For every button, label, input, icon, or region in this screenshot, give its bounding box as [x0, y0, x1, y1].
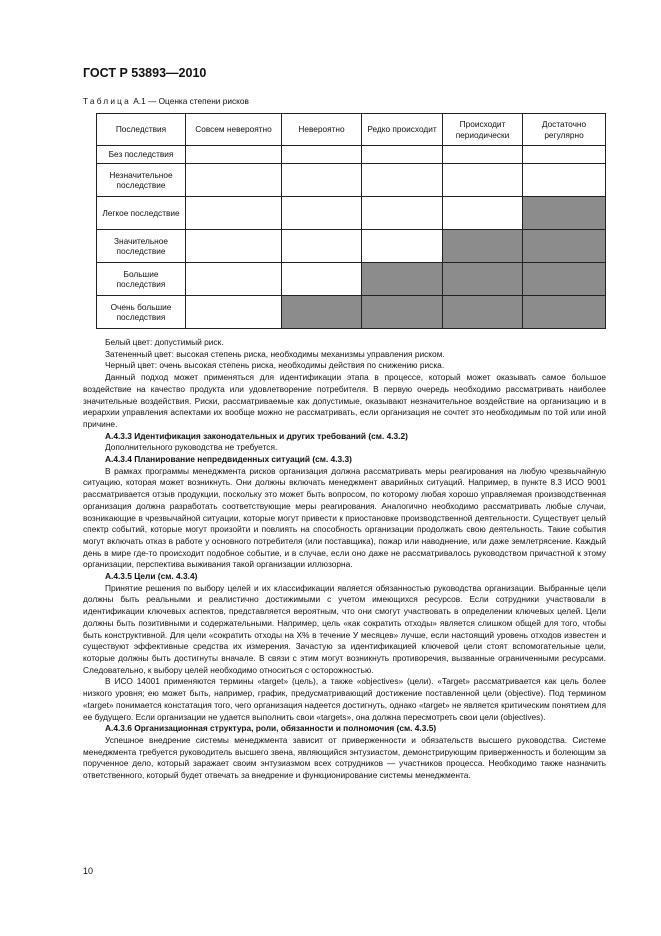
risk-cell-white [523, 164, 606, 197]
risk-cell-shaded [523, 296, 606, 329]
paragraph: Принятие решения по выбору целей и их классификации является обязанностью руководства организации. Выбранные цели должны быть реальными и реалистично достижимыми с учетом имеющихся ресурсов. Если сотрудники участвовали в идентификации ключевых аспектов, представляется вероятным, что они смогут участвовать в определении ключевых целей. Цели должны быть позитивными и содержательными. Например, цель «как сократить отходы» является слишком общей для того, чтобы быть конструктивной. Для цели «сократить отходы на X% в течение У месяцев» лучше, если настоящий уровень отходов известен и существуют эффективные средства их измерения. Зачастую за идентификацией ключевой цели стоят вспомогательные цели, которые должны быть достигнуты вначале. В связи с этим могут возникнуть противоречия, вызванные ограниченными ресурсами. Следовательно, к выбору целей необходимо относиться с осторожностью. [83, 582, 606, 675]
section-heading: А.4.3.3 Идентификация законодательных и других требований (см. 4.3.2) [105, 430, 408, 441]
paragraph: Дополнительного руководства не требуется. [105, 442, 278, 453]
risk-cell-white [186, 164, 282, 197]
page-number: 10 [83, 866, 94, 876]
row-label: Без последствия [97, 146, 186, 164]
table-body [97, 146, 606, 329]
risk-cell-white [282, 197, 362, 230]
column-header: Совсем невероятно [186, 114, 282, 146]
row-label: Значительное последствие [97, 230, 186, 263]
paragraph: В рамках программы менеджмента рисков организация должна рассматривать меры реагирования на любую чрезвычайную ситуацию, которая может возникнуть. Они должны включать менеджмент аварийных ситуаций. Например, в пункте 8.3 ИСО 9001 рассматривается отзыв продукции, поскольку это может быть вопросом, по которому любая хорошо управляемая производственная организация должна разработать соответствующие меры реагирования. Аналогично необходимо рассматривать любые случаи, возникающие в чрезвычайной ситуации, которые могут привести к приостановке производственной деятельности. Существует целый спектр событий, которые могут произойти и повлиять на способность организации продолжать свою деятельность. Такие события могут включать отказ в работе у основного потребителя (или поставщика), пожар или наводнение, или даже землетрясение. Каждый день в мире где-то происходит подобное событие, и в случае, если оно даже не рассматривалось руководством причастной к этому организации, перспектива выживания такой организации иллюзорна. [83, 465, 606, 570]
risk-cell-white [186, 263, 282, 296]
risk-cell-shaded [443, 263, 523, 296]
risk-cell-white [282, 164, 362, 197]
risk-cell-shaded [362, 263, 443, 296]
document-header: ГОСТ Р 53893—2010 [83, 66, 207, 80]
table-row [97, 296, 606, 329]
risk-cell-white [443, 164, 523, 197]
risk-cell-shaded [523, 197, 606, 230]
risk-cell-white [282, 263, 362, 296]
paragraph: Черный цвет: очень высокая степень риска, необходимы действия по снижению риска. [105, 360, 445, 371]
paragraph: Белый цвет: допустимый риск. [105, 337, 224, 347]
table-caption-title: А.1 — Оценка степени рисков [130, 96, 249, 106]
column-header: Последствия [97, 114, 186, 146]
risk-cell-white [282, 230, 362, 263]
paragraph: Данный подход может применяться для идентификации этапа в процессе, который может оказывать самое большое воздействие на качество продукта или удовлетворение потребителя. В первую очередь необходимо рассматривать наиболее значительные воздействия. Риски, рассматриваемые как допустимые, оказывают незначительное воздействие на организацию и в иерархии управления аспектами их вообще можно не рассматривать, если организация не сочтет это необходимым по той или иной причине. [83, 372, 606, 429]
row-label: Очень большие последствия [97, 296, 186, 329]
table-row [97, 263, 606, 296]
column-header: Редко происходит [362, 114, 443, 146]
risk-cell-white [282, 146, 362, 164]
paragraph: Затененный цвет: высокая степень риска, необходимы механизмы управления риском. [105, 348, 445, 359]
risk-cell-white [443, 146, 523, 164]
paragraph: Успешное внедрение системы менеджмента зависит от приверженности и обязательств высшего руководства. Системе менеджмента требуется руководитель высшего звена, являющийся энтузиастом, демонстрирующим приверженность и болеющим за порученное дело, который заражает своим энтузиазмом всех сотрудников — участников процесса. Необходимо также назначить ответственного, который будет отвечать за внедрение и функционирование системы менеджмента. [83, 734, 606, 781]
column-header: Достаточно регулярно [523, 114, 606, 146]
risk-cell-white [186, 296, 282, 329]
row-label: Незначительное последствие [97, 164, 186, 197]
risk-cell-white [186, 197, 282, 230]
risk-cell-white [362, 197, 443, 230]
row-label: Большие последствия [97, 263, 186, 296]
risk-cell-shaded [362, 296, 443, 329]
risk-assessment-table [96, 113, 606, 329]
risk-cell-shaded [282, 296, 362, 329]
section-heading: А.4.3.4 Планирование непредвиденных ситуаций (см. 4.3.3) [105, 454, 352, 465]
risk-cell-white [443, 197, 523, 230]
risk-cell-white [362, 230, 443, 263]
document-body [83, 337, 606, 782]
risk-cell-white [186, 230, 282, 263]
paragraph: В ИСО 14001 применяются термины «target» (цель), а также «objectives» (цели). «Target» рассматривается как цель более низкого уровня; ею может быть, например, график, предусматривающий достижение поставленной цели (objective). Под термином «target» понимается констатация того, чего организация надеется достигнуть, однако «target» не является критическим понятием для ее будущего. Если организации не удается выполнить свои «targets», она должна пересмотреть свои цели (objectives). [83, 676, 606, 722]
risk-cell-shaded [443, 296, 523, 329]
table-caption [83, 96, 249, 106]
column-header: Невероятно [282, 114, 362, 146]
table-row [97, 164, 606, 197]
risk-cell-white [362, 164, 443, 197]
table-row [97, 230, 606, 263]
risk-cell-white [523, 146, 606, 164]
table-row [97, 197, 606, 230]
row-label: Легкое последствие [97, 197, 186, 230]
risk-cell-shaded [523, 230, 606, 263]
risk-cell-shaded [523, 263, 606, 296]
risk-cell-white [186, 146, 282, 164]
section-heading: А.4.3.6 Организационная структура, роли, обязанности и полномочия (см. 4.3.5) [105, 723, 437, 734]
risk-cell-shaded [443, 230, 523, 263]
table-header-row [97, 114, 606, 146]
table-caption-label: Таблица [83, 96, 131, 106]
column-header: Происходит периодически [443, 114, 523, 146]
section-heading: А.4.3.5 Цели (см. 4.3.4) [105, 571, 198, 582]
table-row [97, 146, 606, 164]
risk-cell-white [362, 146, 443, 164]
